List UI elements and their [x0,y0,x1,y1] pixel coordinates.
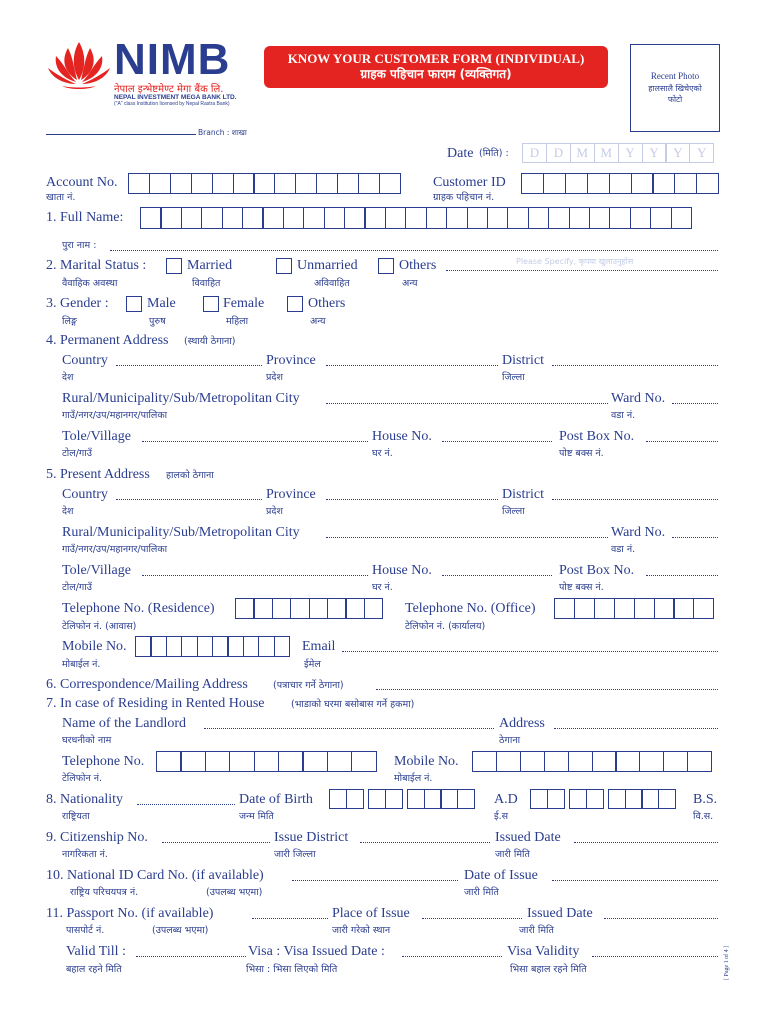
branch-line[interactable] [46,134,196,135]
perm-postbox-np: पोष्ट बक्स नं. [559,448,604,459]
form-title-en: KNOW YOUR CUSTOMER FORM (INDIVIDUAL) [287,51,585,66]
tel-office-np: टेलिफोन नं. (कार्यालय) [405,621,486,632]
tel-residence-np: टेलिफोन नं. (आवास) [62,621,137,632]
male-checkbox[interactable] [126,296,142,312]
female-label-np: महिला [226,316,249,327]
perm-ward-line[interactable] [672,403,718,404]
female-checkbox[interactable] [203,296,219,312]
passport-issued-date-label: Issued Date [527,906,593,921]
pres-district-label: District [502,487,544,502]
pres-rural-label: Rural/Municipality/Sub/Metropolitan City [62,525,300,540]
date-cell-d1: D [522,143,547,163]
pres-ward-line[interactable] [672,537,718,538]
perm-province-np: प्रदेश [266,372,283,383]
mobile-np: मोबाईल नं. [62,659,101,670]
date-cells[interactable] [522,143,713,163]
citizenship-np: नागरिकता नं. [62,849,108,860]
marital-specify-hint: Please Specify, कृपया खुलाउनुहोस [516,257,634,266]
form-title-banner [264,46,608,88]
visa-issued-np: भिसा : भिसा लिएको मिति [246,964,338,975]
mobile-boxes[interactable] [135,636,289,657]
perm-postbox-line[interactable] [646,441,718,442]
bs-label: B.S. [693,792,718,807]
perm-house-label: House No. [372,429,432,444]
pres-country-line[interactable] [116,499,262,500]
national-id-date-line[interactable] [552,880,718,881]
citizenship-label: 9. Citizenship No. [46,830,148,845]
landlord-address-label: Address [499,716,545,731]
pres-ward-label: Ward No. [611,525,666,540]
full-name-boxes[interactable] [140,207,691,229]
issue-district-line[interactable] [360,842,490,843]
perm-house-line[interactable] [442,441,552,442]
unmarried-checkbox[interactable] [276,258,292,274]
form-title-np: ग्राहक पहिचान फाराम (व्यक्तिगत) [360,67,512,81]
gender-others-label-np: अन्य [310,316,326,327]
landlord-tel-label: Telephone No. [62,754,145,769]
visa-issued-line[interactable] [402,956,502,957]
pres-tole-np: टोल/गाउँ [62,582,92,593]
bank-name-np: नेपाल इन्भेष्टमेण्ट मेगा बैंक लि. [114,84,224,95]
photo-label-np2: फोटो [667,95,683,104]
customer-id-boxes[interactable] [521,173,718,194]
account-no-boxes[interactable] [128,173,400,194]
pres-province-label: Province [266,487,316,502]
national-id-np-available: (उपलब्ध भएमा) [206,887,263,898]
full-name-np-line[interactable] [110,250,718,251]
landlord-tel-np: टेलिफोन नं. [62,773,103,784]
photo-label-np: हालसालै खिचेएको [648,84,702,93]
branch-label: Branch : शाखा [198,128,247,137]
citizenship-line[interactable] [162,842,270,843]
unmarried-label: Unmarried [297,258,358,273]
photo-box[interactable] [630,44,720,132]
date-cell-y3: Y [665,143,690,163]
dob-label: Date of Birth [239,792,313,807]
perm-tole-line[interactable] [142,441,368,442]
perm-ward-np: वडा नं. [611,410,636,421]
pres-tole-label: Tole/Village [62,563,131,578]
passport-np: पासपोर्ट नं. [66,925,105,936]
perm-rural-line[interactable] [326,403,608,404]
email-label: Email [302,639,336,654]
customer-id-label-np: ग्राहक पहिचान नं. [433,192,495,203]
pres-district-np: जिल्ला [502,506,525,517]
date-label-np: (मिति) : [479,148,509,159]
national-id-date-label: Date of Issue [464,868,538,883]
national-id-np: राष्ट्रिय परिचयपत्र नं. [70,887,139,898]
gender-others-label: Others [308,296,346,311]
landlord-mobile-label: Mobile No. [394,754,459,769]
date-cell-y2: Y [642,143,667,163]
correspondence-line[interactable] [376,689,718,690]
landlord-mobile-boxes[interactable] [472,751,711,772]
visa-issued-label: Visa : Visa Issued Date : [248,944,385,959]
perm-country-line[interactable] [116,365,262,366]
perm-tole-np: टोल/गाउँ [62,448,92,459]
landlord-np: घरधनीको नाम [62,735,112,746]
gender-label: 3. Gender : [46,296,109,311]
date-cell-m1: M [570,143,595,163]
bank-logo-text: NIMB [114,35,231,84]
pres-postbox-line[interactable] [646,575,718,576]
pres-province-np: प्रदेश [266,506,283,517]
dob-np: जन्म मिति [239,811,274,822]
place-of-issue-label: Place of Issue [332,906,410,921]
landlord-address-np: ठेगाना [499,735,521,746]
landlord-line[interactable] [204,728,494,729]
landlord-label: Name of the Landlord [62,716,187,731]
bank-tagline: ("A" class Institution licensed by Nepal Rastra Bank) [114,101,230,107]
valid-till-np: बहाल रहने मिति [66,964,122,975]
place-of-issue-np: जारी गरेको स्थान [332,925,391,936]
nationality-label: 8. Nationality [46,792,123,807]
pres-tole-line[interactable] [142,575,368,576]
issue-district-np: जारी जिल्ला [274,849,316,860]
rented-label: 7. In case of Residing in Rented House [46,696,265,711]
dob-bs-boxes[interactable] [530,789,675,809]
ad-label: A.D [494,792,518,807]
date-cell-m2: M [594,143,619,163]
passport-issued-date-np: जारी मिति [519,925,554,936]
unmarried-label-np: अविवाहित [314,278,350,289]
perm-postbox-label: Post Box No. [559,429,635,444]
perm-country-np: देश [62,372,74,383]
marital-others-line[interactable] [446,270,718,271]
account-no-label: Account No. [46,175,118,190]
email-np: ईमेल [304,659,321,670]
present-address-label-np: हालको ठेगाना [166,470,214,481]
pres-house-label: House No. [372,563,432,578]
date-cell-y1: Y [618,143,643,163]
tel-residence-label: Telephone No. (Residence) [62,601,215,616]
perm-rural-label: Rural/Municipality/Sub/Metropolitan City [62,391,300,406]
married-label-np: विवाहित [192,278,221,289]
national-id-label: 10. National ID Card No. (if available) [46,868,264,883]
customer-id-label: Customer ID [433,175,506,190]
landlord-address-line[interactable] [554,728,718,729]
national-id-line[interactable] [292,880,458,881]
mobile-label: Mobile No. [62,639,127,654]
citizenship-issued-date-line[interactable] [574,842,718,843]
date-label: Date [447,146,474,161]
female-label: Female [223,296,265,311]
issue-district-label: Issue District [274,830,349,845]
permanent-address-label: 4. Permanent Address [46,333,169,348]
full-name-label-np: पुरा नाम : [62,240,97,251]
tel-office-boxes[interactable] [554,598,713,619]
gender-label-np: लिङ्ग [62,316,77,327]
full-name-label: 1. Full Name: [46,210,124,225]
married-label: Married [187,258,233,273]
perm-province-line[interactable] [326,365,498,366]
date-cell-y4: Y [689,143,714,163]
correspondence-label: 6. Correspondence/Mailing Address [46,677,248,692]
landlord-tel-boxes[interactable] [156,751,376,772]
visa-validity-np: भिसा बहाल रहने मिति [510,964,587,975]
passport-label: 11. Passport No. (if available) [46,906,214,921]
perm-tole-label: Tole/Village [62,429,131,444]
married-checkbox[interactable] [166,258,182,274]
perm-country-label: Country [62,353,108,368]
page-number: [ Page 1 of 4 ] [724,945,730,980]
account-no-label-np: खाता नं. [46,192,76,203]
landlord-mobile-np: मोबाईल नं. [394,773,433,784]
marital-others-checkbox[interactable] [378,258,394,274]
present-address-label: 5. Present Address [46,467,150,482]
pres-house-np: घर नं. [372,582,393,593]
nationality-np: राष्ट्रियता [62,811,90,822]
male-label-np: पुरुष [149,316,166,327]
passport-issued-date-line[interactable] [604,918,718,919]
date-cell-d2: D [546,143,571,163]
visa-validity-line[interactable] [592,956,718,957]
tel-office-label: Telephone No. (Office) [405,601,536,616]
pres-postbox-label: Post Box No. [559,563,635,578]
pres-house-line[interactable] [442,575,552,576]
dob-ad-boxes[interactable] [329,789,474,809]
passport-np-available: (उपलब्ध भएमा) [152,925,209,936]
lotus-logo-icon [46,40,112,94]
marital-others-label: Others [399,258,437,273]
nationality-line[interactable] [137,804,235,805]
citizenship-issued-date-np: जारी मिति [495,849,530,860]
pres-country-label: Country [62,487,108,502]
permanent-address-label-np: (स्थायी ठेगाना) [184,336,236,347]
email-line[interactable] [342,651,718,652]
perm-house-np: घर नं. [372,448,393,459]
place-of-issue-line[interactable] [422,918,522,919]
correspondence-label-np: (पत्राचार गर्ने ठेगाना) [273,680,344,691]
ad-np: ई.स [494,811,509,822]
pres-rural-line[interactable] [326,537,608,538]
pres-district-line[interactable] [552,499,718,500]
national-id-date-np: जारी मिति [464,887,499,898]
pres-postbox-np: पोष्ट बक्स नं. [559,582,604,593]
valid-till-label: Valid Till : [66,944,126,959]
pres-rural-np: गाउँ/नगर/उप/महानगर/पालिका [62,544,168,555]
marital-label-np: वैवाहिक अवस्था [62,278,118,289]
gender-others-checkbox[interactable] [287,296,303,312]
bank-name-en: NEPAL INVESTMENT MEGA BANK LTD. [114,94,237,101]
marital-label: 2. Marital Status : [46,258,147,273]
pres-province-line[interactable] [326,499,498,500]
rented-label-np: (भाडाको घरमा बसोबास गर्ने हकमा) [291,699,415,710]
marital-others-label-np: अन्य [402,278,418,289]
perm-province-label: Province [266,353,316,368]
valid-till-line[interactable] [136,956,246,957]
pres-country-np: देश [62,506,74,517]
passport-line[interactable] [252,918,328,919]
perm-district-label: District [502,353,544,368]
photo-label-en: Recent Photo [650,71,700,81]
citizenship-issued-date-label: Issued Date [495,830,561,845]
perm-district-np: जिल्ला [502,372,525,383]
perm-district-line[interactable] [552,365,718,366]
visa-validity-label: Visa Validity [507,944,580,959]
male-label: Male [147,296,176,311]
tel-residence-boxes[interactable] [235,598,382,619]
pres-ward-np: वडा नं. [611,544,636,555]
bs-np: वि.स. [693,811,714,822]
perm-ward-label: Ward No. [611,391,666,406]
perm-rural-np: गाउँ/नगर/उप/महानगर/पालिका [62,410,168,421]
